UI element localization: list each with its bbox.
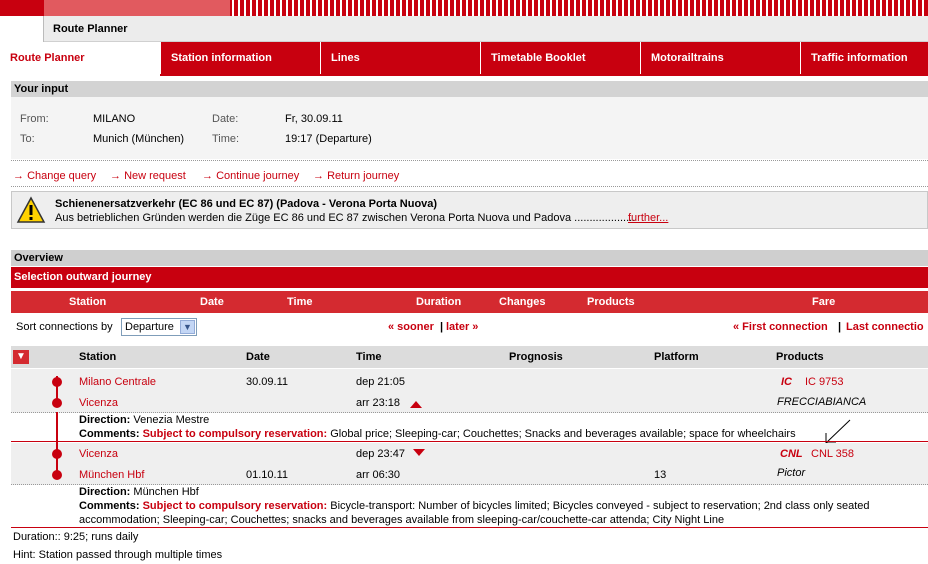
further-link[interactable]: further...	[628, 212, 669, 224]
details-columns	[11, 346, 928, 368]
ic-logo: IC	[781, 376, 792, 388]
tab-motorailtrains[interactable]: Motorailtrains	[640, 42, 800, 75]
tab-traffic-information[interactable]: Traffic information	[800, 42, 928, 75]
leg1-dep-time: dep 21:05	[356, 376, 405, 388]
stop-dot	[52, 470, 62, 480]
hint-text: Hint: Station passed through multiple times	[13, 549, 223, 561]
detail-col-time: Time	[356, 351, 382, 363]
leg1-product[interactable]: IC 9753	[805, 376, 844, 388]
tab-timetable-booklet[interactable]: Timetable Booklet	[480, 42, 640, 75]
expand-up-icon[interactable]	[410, 401, 422, 408]
date-label: Date:	[212, 113, 239, 125]
leg1-direction: Direction: Venezia Mestre	[79, 414, 210, 426]
leg1-dep-station[interactable]: Milano Centrale	[79, 376, 157, 388]
sort-select[interactable]	[121, 318, 197, 336]
new-request-link[interactable]: → New request	[110, 170, 186, 182]
from-value: MILANO	[93, 113, 136, 125]
leg2-comments: Comments: Subject to compulsory reservation: Bicycle-transport: Number of bicycles limited; Bicycles conveyed - subject to reservation; 2nd class only seated	[79, 500, 870, 512]
notice-title: Schienenersatzverkehr (EC 86 und EC 87) (Padova - Verona Porta Nuova)	[55, 198, 438, 210]
main-tabs	[0, 42, 928, 75]
divider	[11, 160, 928, 161]
last-connection-link[interactable]: Last connectio	[846, 321, 924, 333]
stop-dot	[52, 398, 62, 408]
time-label: Time:	[212, 133, 240, 145]
leg2-product-name: Pictor	[777, 467, 806, 479]
tab-lines[interactable]: Lines	[320, 42, 480, 75]
cnl-logo: CNL	[780, 448, 803, 460]
your-input-heading: Your input	[11, 81, 928, 97]
col-time: Time	[287, 296, 313, 308]
col-station: Station	[69, 296, 107, 308]
divider	[11, 412, 928, 413]
to-value: Munich (München)	[93, 133, 185, 145]
leg2-dep-time: dep 23:47	[356, 448, 405, 460]
col-date: Date	[200, 296, 224, 308]
leg1-product-name: FRECCIABIANCA	[777, 396, 867, 408]
col-fare: Fare	[812, 296, 836, 308]
time-value: 19:17 (Departure)	[285, 133, 372, 145]
first-connection-link[interactable]: « First connection	[733, 321, 828, 333]
col-products: Products	[587, 296, 635, 308]
col-changes: Changes	[499, 296, 546, 308]
warning-icon	[16, 196, 46, 224]
sort-select-value: Departure	[125, 321, 174, 333]
tab-route-planner[interactable]: Route Planner	[0, 42, 160, 75]
tab-station-information[interactable]: Station information	[160, 42, 320, 75]
top-stripe-block-light	[44, 0, 230, 16]
separator: |	[440, 321, 444, 333]
detail-col-products: Products	[776, 351, 824, 363]
detail-col-station: Station	[79, 351, 117, 363]
sort-label: Sort connections by	[16, 321, 113, 333]
collapse-icon[interactable]: ▼	[13, 350, 29, 364]
return-journey-link[interactable]: → Return journey	[313, 170, 400, 182]
to-label: To:	[20, 133, 35, 145]
app-title: Route Planner	[53, 23, 128, 35]
separator: |	[838, 321, 842, 333]
from-label: From:	[20, 113, 49, 125]
leg2-arr-time: arr 06:30	[356, 469, 401, 481]
later-link[interactable]: later »	[446, 321, 479, 333]
title-box	[0, 16, 44, 42]
overview-heading: Overview	[11, 250, 928, 266]
sooner-link[interactable]: « sooner	[388, 321, 434, 333]
leg2-dep-station[interactable]: Vicenza	[79, 448, 118, 460]
leg2-platform: 13	[654, 469, 667, 481]
divider	[11, 484, 928, 485]
date-value: Fr, 30.09.11	[285, 113, 343, 125]
change-query-link[interactable]: → Change query	[13, 170, 97, 182]
leg1-comments: Comments: Subject to compulsory reservation: Global price; Sleeping-car; Couchettes; Snacks and beverages available; space for wheelchairs	[79, 428, 796, 440]
detail-col-date: Date	[246, 351, 270, 363]
leg2-direction: Direction: München Hbf	[79, 486, 199, 498]
leg2-arr-date: 01.10.11	[246, 469, 289, 481]
continue-journey-link[interactable]: → Continue journey	[202, 170, 300, 182]
leg1-arr-time: arr 23:18	[356, 397, 401, 409]
overview-columns	[11, 291, 928, 313]
stop-dot	[52, 449, 62, 459]
leg1-arr-station[interactable]: Vicenza	[79, 397, 118, 409]
col-duration: Duration	[416, 296, 462, 308]
leg-separator	[11, 527, 928, 528]
tab-underline	[160, 74, 928, 76]
stop-dot	[52, 377, 62, 387]
detail-col-platform: Platform	[654, 351, 699, 363]
detail-col-prognosis: Prognosis	[509, 351, 563, 363]
notice-text: Aus betrieblichen Gründen werden die Züge EC 86 und EC 87 zwischen Verona Porta Nuova und Padova ....................	[55, 212, 636, 224]
duration-text: Duration:: 9:25; runs daily	[13, 531, 139, 543]
title-row	[0, 16, 928, 42]
route-line	[56, 412, 58, 441]
leg2-product[interactable]: CNL 358	[811, 448, 855, 460]
input-summary	[11, 97, 928, 159]
leg2-comments-cont: accommodation; Sleeping-car; Couchettes; snacks and beverages available from sleeping-car/couchette-car attenda; City Night Line	[79, 514, 725, 526]
expand-down-icon[interactable]	[413, 449, 425, 456]
leg-separator	[11, 441, 928, 442]
leg2-arr-station[interactable]: München Hbf	[79, 469, 145, 481]
selection-heading: Selection outward journey	[11, 267, 928, 288]
divider	[11, 186, 928, 187]
leg1-dep-date: 30.09.11	[246, 376, 289, 388]
service-notice	[11, 191, 928, 229]
chevron-down-icon[interactable]: ▼	[180, 320, 195, 334]
